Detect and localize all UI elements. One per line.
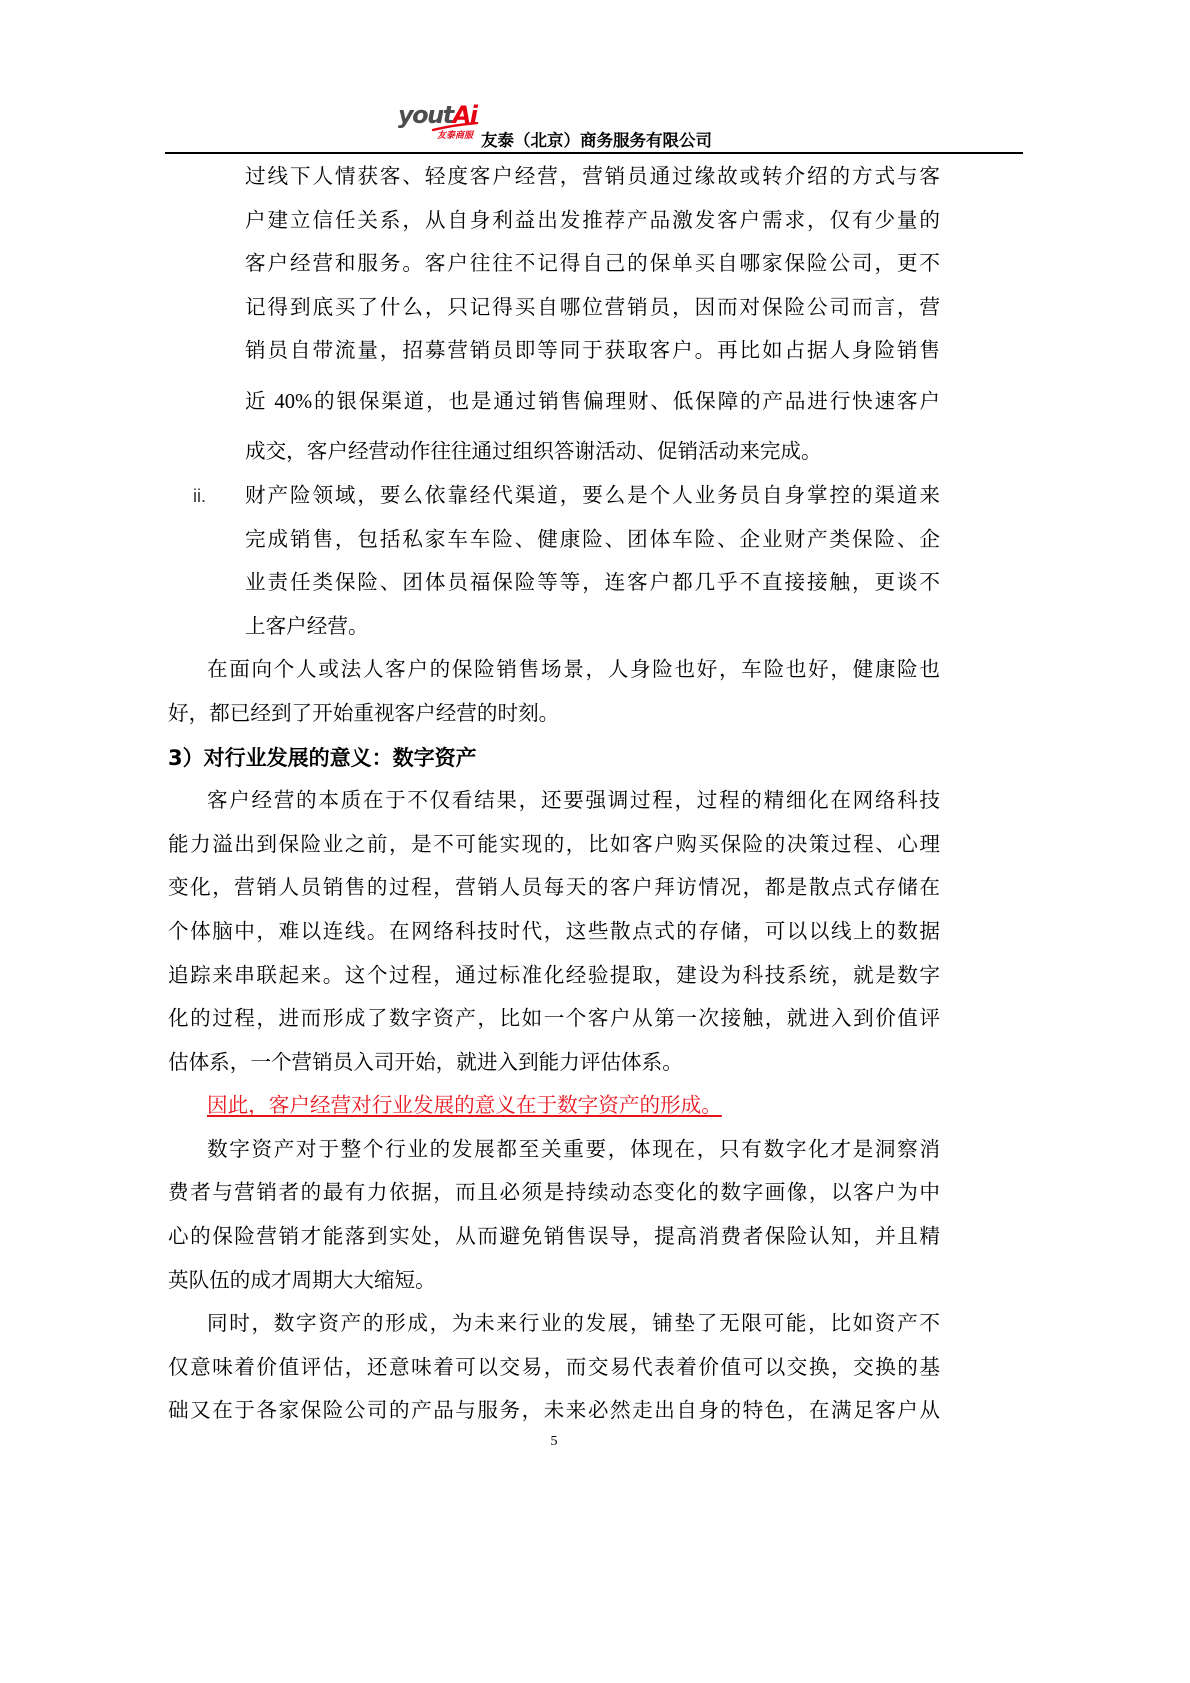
body-line: 化的过程，进而形成了数字资产，比如一个客户从第一次接触，就进入到价值评 [168, 1008, 940, 1031]
header-divider [165, 152, 1023, 154]
body-line: 费者与营销者的最有力依据，而且必须是持续动态变化的数字画像，以客户为中 [168, 1182, 940, 1205]
paragraph [168, 1303, 940, 1434]
body-line: 英队伍的成才周期大大缩短。 [168, 1269, 436, 1292]
paragraph [168, 780, 940, 1085]
body-line: 变化，营销人员销售的过程，营销人员每天的客户拜访情况，都是散点式存储在 [168, 877, 940, 900]
highlight-sentence: 因此，客户经营对行业发展的意义在于数字资产的形成。 [207, 1095, 722, 1118]
body-line: 心的保险营销才能落到实处，从而避免销售误导，提高消费者保险认知，并且精 [168, 1226, 940, 1249]
list-item-i-continued [245, 156, 940, 475]
company-logo [398, 100, 480, 144]
highlight-paragraph [168, 1085, 940, 1129]
body-line: 能力溢出到保险业之前，是不可能实现的，比如客户购买保险的决策过程、心理 [168, 833, 940, 856]
body-line: 近 40%的银保渠道，也是通过销售偏理财、低保障的产品进行快速客户 [245, 390, 940, 413]
body-line: 过线下人情获客、轻度客户经营，营销员通过缘故或转介绍的方式与客 [245, 166, 940, 188]
body-line: 好，都已经到了开始重视客户经营的时刻。 [168, 702, 560, 725]
body-line: 在面向个人或法人客户的保险销售场景，人身险也好，车险也好，健康险也 [207, 659, 940, 682]
body-line: 客户经营和服务。客户往往不记得自己的保单买自哪家保险公司，更不 [245, 253, 940, 276]
list-marker: ii. [193, 485, 206, 506]
body-line: 财产险领域，要么依靠经代渠道，要么是个人业务员自身掌控的渠道来 [245, 484, 940, 507]
body-line: 上客户经营。 [245, 615, 369, 638]
body-line: 记得到底买了什么，只记得买自哪位营销员，因而对保险公司而言，营 [245, 296, 940, 319]
body-line: 业责任类保险、团体员福保险等等，连客户都几乎不直接接触，更谈不 [245, 572, 940, 595]
body-line: 个体脑中，难以连线。在网络科技时代，这些散点式的存储，可以以线上的数据 [168, 920, 940, 943]
body-line: 数字资产对于整个行业的发展都至关重要，体现在，只有数字化才是洞察消 [207, 1138, 940, 1161]
body-line: 估体系，一个营销员入司开始，就进入到能力评估体系。 [168, 1051, 683, 1074]
logo-text-main: yout [398, 101, 453, 129]
list-item-ii [193, 475, 940, 649]
body-line: 客户经营的本质在于不仅看结果，还要强调过程，过程的精细化在网络科技 [207, 790, 940, 813]
logo-tagline: 友泰商服 [437, 131, 474, 141]
body-line: 成交，客户经营动作往往通过组织答谢活动、促销活动来完成。 [245, 441, 822, 464]
body-line: 同时，数字资产的形成，为未来行业的发展，铺垫了无限可能，比如资产不 [207, 1313, 940, 1336]
section-heading: 3）对行业发展的意义：数字资产 [168, 745, 477, 770]
body-line: 完成销售，包括私家车车险、健康险、团体车险、企业财产类保险、企 [245, 528, 940, 551]
body-line: 户建立信任关系，从自身利益出发推荐产品激发客户需求，仅有少量的 [245, 209, 940, 232]
document-body [168, 156, 940, 1434]
paragraph [168, 649, 940, 736]
body-line: 仅意味着价值评估，还意味着可以交易，而交易代表着价值可以交换，交换的基 [168, 1356, 940, 1379]
company-name: 友泰（北京）商务服务有限公司 [481, 131, 712, 150]
logo-text-accent: Ai [452, 101, 477, 129]
body-line: 追踪来串联起来。这个过程，通过标准化经验提取，建设为科技系统，就是数字 [168, 964, 940, 987]
body-line: 销员自带流量，招募营销员即等同于获取客户。再比如占据人身险销售 [245, 340, 940, 363]
paragraph [168, 1129, 940, 1303]
page-number: 5 [550, 1434, 558, 1449]
body-line: 础又在于各家保险公司的产品与服务，未来必然走出自身的特色，在满足客户从 [168, 1400, 940, 1423]
